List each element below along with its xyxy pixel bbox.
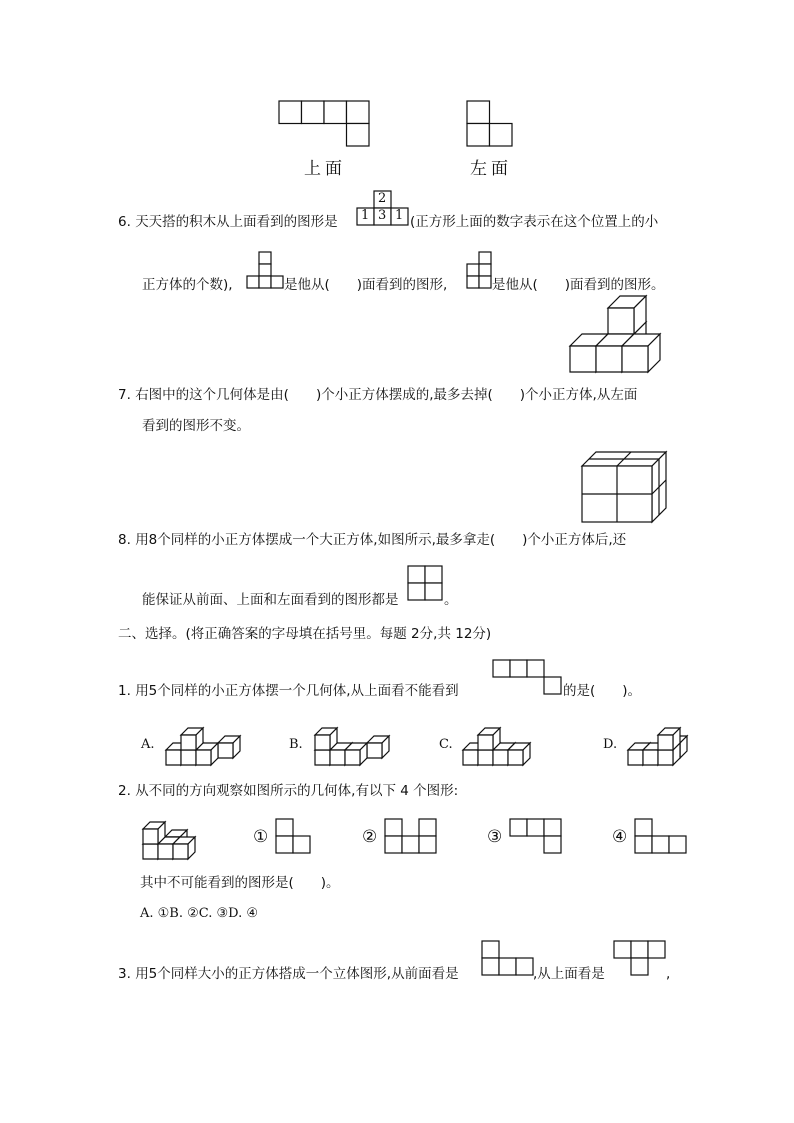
cube-face: [658, 735, 673, 750]
q6-number: 6.: [118, 214, 131, 230]
s2-shape2-label: ②: [362, 827, 378, 847]
q7-cube-figure: [568, 312, 664, 380]
cube-face: [658, 750, 673, 765]
s2-shape3-label: ③: [487, 827, 503, 847]
s2-solid-figure: [142, 814, 204, 860]
s3-text-b: ,从上面看是: [533, 966, 605, 982]
q6-view-a: [247, 252, 287, 292]
cube-face: [181, 750, 196, 765]
s1-line: [118, 681, 459, 701]
q6-line2a: 正方体的个数),: [142, 277, 233, 293]
q8-number: 8.: [118, 532, 131, 548]
s3-text-a: 用5个同样大小的正方体搭成一个立体图形,从前面看是: [135, 966, 459, 982]
cube-face: [173, 844, 188, 859]
s3-text-c: ,: [666, 966, 671, 982]
cube-face: [315, 750, 330, 765]
s2-choices[interactable]: A. ①B. ②C. ③D. ④: [140, 906, 259, 921]
cube-face: [218, 743, 233, 758]
q7-text1: 右图中的这个几何体是由( )个小正方体摆成的,最多去掉( )个小正方体,从左面: [135, 387, 638, 403]
s2-shape1-label: ①: [253, 827, 269, 847]
cube-face: [463, 750, 478, 765]
q6-text-pre: 天天搭的积木从上面看到的图形是: [135, 214, 338, 230]
cube-face: [196, 750, 211, 765]
s1-number: 1.: [118, 683, 131, 699]
cube-face: [596, 346, 622, 372]
cube-face: [315, 735, 330, 750]
s2-shape3: [510, 819, 564, 855]
s2-line: [118, 781, 458, 801]
s2-text: 从不同的方向观察如图所示的几何体,有以下 4 个图形:: [135, 783, 459, 799]
s3-top-shape: [614, 941, 668, 977]
cube-face: [478, 750, 493, 765]
s2-number: 2.: [118, 783, 131, 799]
q8-cube-figure: [582, 452, 666, 522]
q7-line2: 看到的图形不变。: [142, 418, 250, 434]
q8-line2-post: 。: [444, 592, 458, 608]
cube-face: [643, 750, 658, 765]
top-view-label: 上面: [304, 159, 346, 179]
cube-face: [478, 735, 493, 750]
grid-num-3: 1: [395, 208, 404, 223]
cube-face: [143, 844, 158, 859]
s1-option-c-figure[interactable]: [462, 724, 542, 766]
s2-shape1: [276, 819, 316, 855]
cube-face: [628, 750, 643, 765]
cube-face: [143, 829, 158, 844]
cube-face: [181, 735, 196, 750]
s2-shape2: [385, 819, 439, 855]
s2-shape4-label: ④: [612, 827, 628, 847]
grid-num-top: 2: [378, 191, 387, 206]
cube-face: [493, 750, 508, 765]
q6-line2b: 是他从( )面看到的图形,: [284, 277, 448, 293]
q8-square-grid: [408, 566, 444, 602]
s1-option-d-figure[interactable]: [627, 724, 693, 766]
left-view-figure: [467, 101, 514, 148]
s1-option-b-figure[interactable]: [314, 724, 378, 766]
cube-face: [158, 844, 173, 859]
s1-option-c-label[interactable]: C.: [439, 737, 453, 752]
q8-line2-pre: 能保证从前面、上面和左面看到的图形都是: [142, 592, 399, 608]
cube-face: [330, 750, 345, 765]
s3-line: [118, 964, 459, 984]
cube-face: [608, 308, 634, 334]
q8-text1: 用8个同样的小正方体摆成一个大正方体,如图所示,最多拿走( )个小正方体后,还: [135, 532, 627, 548]
s1-option-d-label[interactable]: D.: [603, 737, 618, 752]
s1-text-pre: 用5个同样的小正方体摆一个几何体,从上面看不能看到: [135, 683, 459, 699]
q7-number: 7.: [118, 387, 131, 403]
top-view-figure: [279, 101, 371, 148]
s1-text-post: 的是( )。: [563, 683, 642, 699]
s1-option-b-label[interactable]: B.: [289, 737, 303, 752]
s1-top-shape: [493, 660, 563, 698]
q6-line1: [118, 212, 338, 232]
q7-line1: [118, 385, 637, 405]
s3-number: 3.: [118, 966, 131, 982]
s2-shape4: [635, 819, 689, 855]
cube-face: [570, 346, 596, 372]
section2-heading: 二、选择。(将正确答案的字母填在括号里。每题 2分,共 12分): [118, 626, 492, 642]
left-view-label: 左面: [470, 159, 512, 179]
cube-face: [508, 750, 523, 765]
q8-line1: [118, 530, 626, 550]
grid-num-1: 1: [361, 208, 370, 223]
s1-option-a-figure[interactable]: [165, 724, 229, 766]
grid-num-2: 3: [378, 208, 387, 223]
cube-face: [345, 750, 360, 765]
s2-question: 其中不可能看到的图形是( )。: [140, 875, 340, 891]
cube-face: [166, 750, 181, 765]
cube-face: [367, 743, 382, 758]
s3-front-shape: [482, 941, 536, 977]
cube-face: [622, 346, 648, 372]
s1-option-a-label[interactable]: A.: [141, 737, 155, 752]
q6-line2c: 是他从( )面看到的图形。: [492, 277, 665, 293]
q6-text-post: (正方形上面的数字表示在这个位置上的小: [410, 214, 659, 230]
